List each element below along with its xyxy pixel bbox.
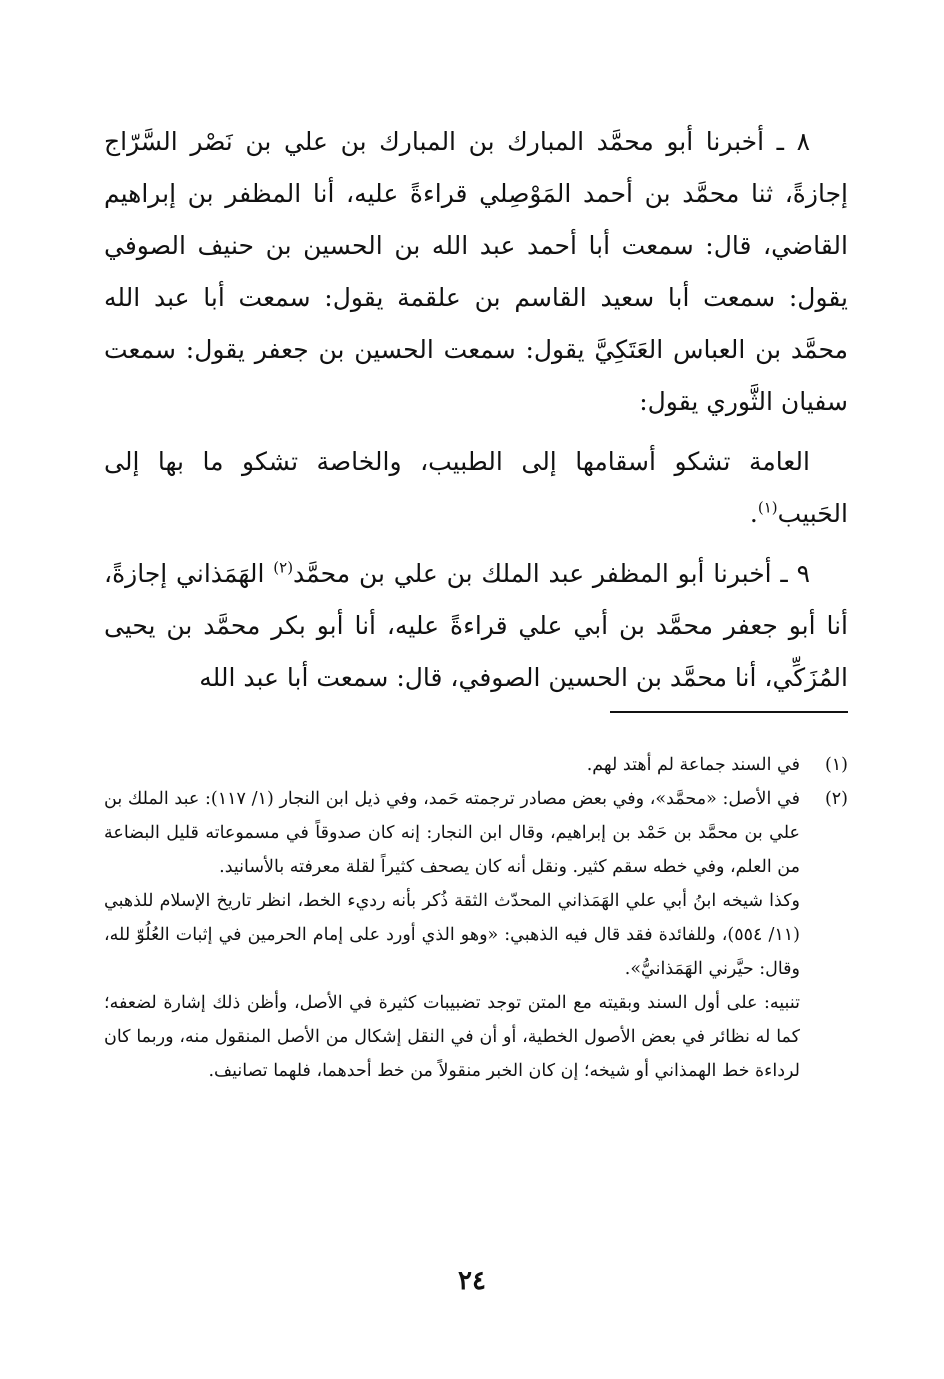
footnote-1-number: (١) bbox=[824, 755, 848, 775]
paragraph-9-text-b: الهَمَذاني إجازةً، أنا أبو جعفر محمَّد بن أبي علي قراءةً عليه، أنا أبو بكر محمَّد بن يحيى المُزَكِّي، أنا محمَّد بن الحسين الصوفي، قال: سمعت أبا عبد الله bbox=[104, 559, 848, 692]
paragraph-9-text-a: ٩ ـ أخبرنا أبو المظفر عبد الملك بن علي بن محمَّد bbox=[293, 559, 810, 588]
footnote-2-text-2: وكذا شيخه ابنُ أبي علي الهَمَذاني المحدّث الثقة ذُكر بأنه رديء الخط، انظر تاريخ الإسلام للذهبي (١١/ ٥٥٤)، وللفائدة فقد قال فيه الذهبي: «وهو الذي أورد على إمام الحرمين في إثبات العُلُوّ لله، وقال: حيَّرني الهَمَذانيُّ». bbox=[104, 891, 800, 979]
footnote-2-text-3: تنبيه: على أول السند وبقيته مع المتن توجد تضبيبات كثيرة في الأصل، وأظن ذلك إشارة لضعفه؛ كما له نظائر في بعض الأصول الخطية، أو أن في النقل إشكال من الأصل المنقول منه، وربما كان لرداءة خط الهمذاني أو شيخه؛ إن كان الخبر منقولاً من خط أحدهما، فلهما تصانيف. bbox=[104, 993, 800, 1081]
footnote-2-number: (٢) bbox=[824, 789, 848, 809]
paragraph-8-text: ٨ ـ أخبرنا أبو محمَّد المبارك بن المبارك بن علي بن نَصْر السَّرّاج إجازةً، ثنا محمَّد بن أحمد المَوْصِلي قراءةً عليه، أنا المظفر بن إبراهيم القاضي، قال: سمعت أبا أحمد عبد الله بن الحسين بن حنيف الصوفي يقول: سمعت أبا سعيد القاسم بن علقمة يقول: سمعت أبا عبد الله محمَّد بن العباس العَتَكِيَّ يقول: سمعت الحسين بن جعفر يقول: سمعت سفيان الثَّوري يقول: bbox=[104, 127, 848, 416]
quote-paragraph bbox=[104, 436, 848, 540]
footnote-2-text-1: في الأصل: «محمَّد»، وفي بعض مصادر ترجمته حَمد، وفي ذيل ابن النجار (١/ ١١٧): عبد الملك بن علي بن محمَّد بن حَمْد بن إبراهيم، وقال ابن النجار: إنه كان صدوقاً في مسموعاته قليل البضاعة من العلم، وفي خطه سقم كثير. ونقل أنه كان يصحف كثيراً لقلة معرفته بالأسانيد. bbox=[104, 789, 800, 877]
paragraph-9 bbox=[104, 548, 848, 704]
footnote-ref-2: (٢) bbox=[273, 558, 294, 577]
footnote-2 bbox=[104, 782, 848, 1088]
footnote-2-body bbox=[104, 782, 800, 1088]
footnote-separator bbox=[610, 711, 848, 713]
footnotes bbox=[104, 748, 848, 1088]
quote-text: العامة تشكو أسقامها إلى الطبيب، والخاصة تشكو ما بها إلى الحَبيب bbox=[104, 447, 848, 528]
footnote-ref-1: (١) bbox=[757, 498, 778, 517]
footnote-1-text: في السند جماعة لم أهتد لهم. bbox=[586, 755, 800, 775]
footnote-1 bbox=[104, 748, 848, 782]
footnote-1-body bbox=[104, 748, 800, 782]
quote-end: . bbox=[749, 499, 758, 528]
paragraph-8 bbox=[104, 116, 848, 428]
page-number: ٢٤ bbox=[458, 1266, 486, 1296]
main-text bbox=[104, 116, 848, 712]
